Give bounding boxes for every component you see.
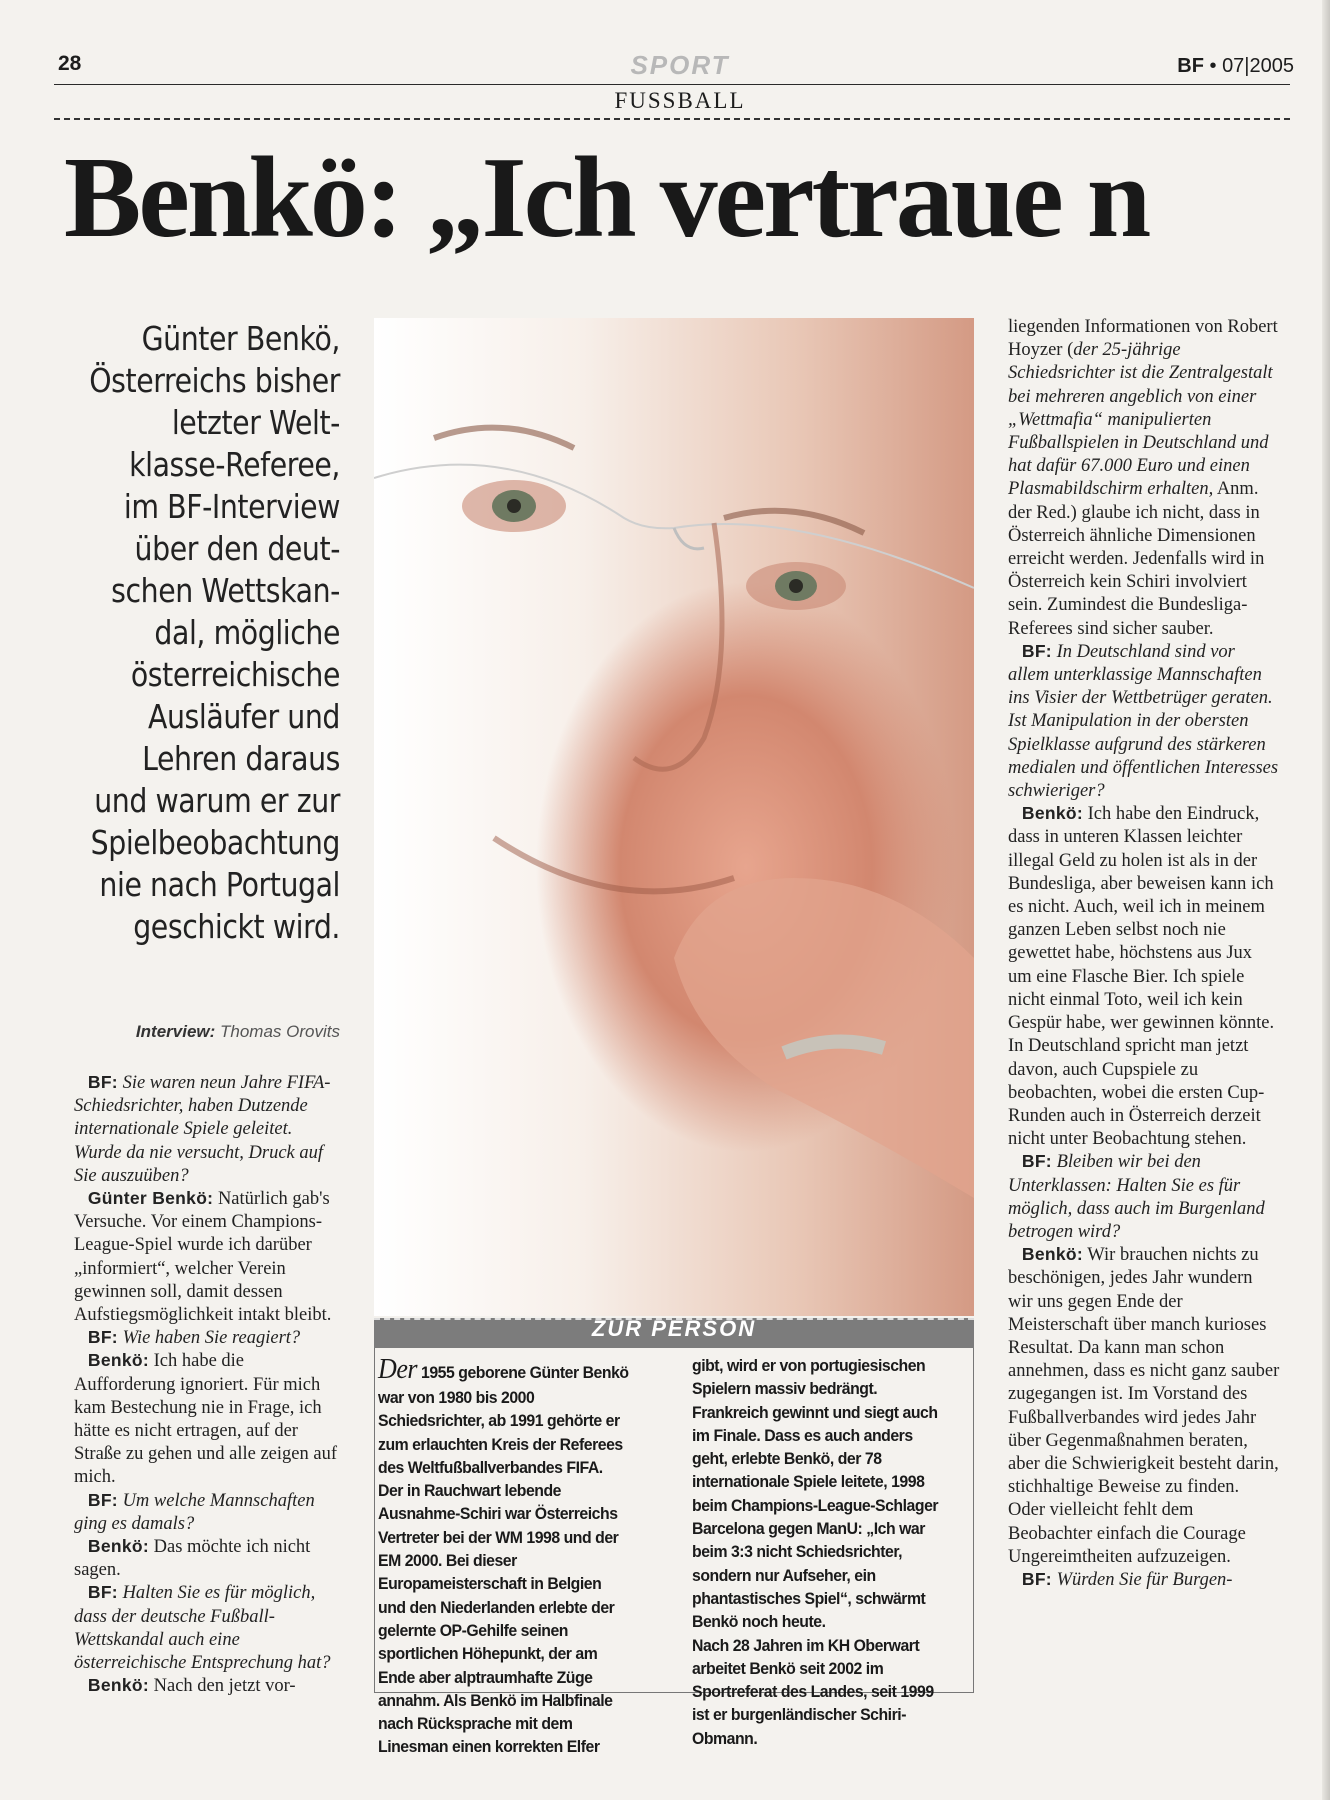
- interview-continuation: liegenden Informationen von Robert Hoyzer (der 25-jährige Schiedsrichter ist die Zentralgestalt bei mehreren angeblich von einer „Wettmafia“ manipulierten Fußballspielen in Deutschland und hat dafür 67.000 Euro und einen Plasmabildschirm erhalten, Anm. der Red.) glaube ich nicht, dass in Österreich ähnliche Dimensionen erreicht werden. Jedenfalls wird in Österreich kein Schiri involviert sein. Zumindest die Bundesliga-Referees sind sicher sauber.: [1008, 317, 1278, 639]
- lead-line: letzter Welt-: [171, 403, 340, 442]
- interview-question: BF: Würden Sie für Burgen-: [1021, 1568, 1233, 1590]
- zur-person-column-right: [692, 1354, 945, 1750]
- interview-answer: Benkö: Ich habe die Aufforderung ignoriert. Für mich kam Bestechung nie in Frage, ich hätte es nicht ertragen, auf der Straße zu gehen und alle zeigen auf mich.: [74, 1350, 337, 1488]
- lead-paragraph: [82, 318, 340, 948]
- interview-column-left: [74, 1072, 344, 1698]
- zur-person-paragraph: gibt, wird er von portugiesischen Spielern massiv bedrängt. Frankreich gewinnt und siegt auch im Finale. Dass es auch anders geht, erlebte Benkö, der 78 internationale Spiele leitete, 1998 beim Champions-League-Schlager Barcelona gegen ManU: „Ich war beim 3:3 nicht Schiedsrichter, sondern nur Aufseher, ein phantastisches Spiel“, schwärmt Benkö noch heute.: [692, 1356, 939, 1632]
- page-number: 28: [58, 52, 82, 75]
- headline: Benkö: „Ich vertraue n: [64, 134, 1149, 262]
- byline: [60, 1022, 340, 1042]
- speaker-label: BF:: [87, 1489, 118, 1510]
- lead-line: klasse-Referee,: [129, 445, 340, 484]
- lead-line: Österreichs bisher: [89, 361, 340, 400]
- lead-line: Spielbeobachtung: [90, 823, 340, 862]
- zur-person-column-left: Der 1955 geborene Günter Benkö war von 1980 bis 2000 Schiedsrichter, ab 1991 gehörte er zum erlauchten Kreis der Referees des Weltfußballverbandes FIFA. Der in Rauchwart lebende Ausnahme-Schiri war Österreichs Vertreter bei der WM 1998 und der EM 2000. Bei dieser Europameisterschaft in Belgien und den Niederlanden erlebte der gelernte OP-Gehilfe seinen sportlichen Höhepunkt, der am Ende aber alptraumhafte Züge annahm. Als Benkö im Halbfinale nach Rücksprache mit dem Linesman einen korrekten Elfer: [378, 1354, 629, 1757]
- lead-line: im BF-Interview: [123, 487, 340, 526]
- interview-question: BF: Halten Sie es für möglich, dass der deutsche Fußball-Wettskandal auch eine österreichische Entsprechung hat?: [74, 1582, 331, 1674]
- lead-line: und warum er zur: [94, 781, 340, 820]
- speaker-label: Benkö:: [1021, 803, 1083, 824]
- speaker-label: Benkö:: [87, 1350, 149, 1371]
- lead-line: dal, mögliche: [154, 613, 340, 652]
- interview-question: BF: Um welche Mannschaften ging es damals?: [74, 1489, 315, 1534]
- interview-answer: Benkö: Ich habe den Eindruck, dass in unteren Klassen leichter illegal Geld zu holen ist als in der Bundesliga, aber beweisen kann ich es nicht. Auch, weil ich in meinem ganzen Leben selbst noch nie gewettet habe, höchstens aus Jux um eine Flasche Bier. Ich spiele nicht einmal Toto, weil ich kein Gespür habe, wer gewinnen könnte. In Deutschland spricht man jetzt davon, auch Cupspiele zu beobachten, wobei die ersten Cup-Runden auch in Österreich derzeit nicht unter Beobachtung stehen.: [1008, 803, 1275, 1150]
- lead-line: Günter Benkö,: [141, 319, 340, 358]
- speaker-label: Benkö:: [87, 1675, 149, 1696]
- portrait-photo: [374, 318, 974, 1316]
- speaker-label: BF:: [1021, 1151, 1052, 1172]
- rubric-label: FUSSBALL: [614, 88, 746, 113]
- dashed-divider: [54, 118, 1290, 120]
- speaker-label: BF:: [1021, 1568, 1052, 1589]
- lead-line: geschickt wird.: [133, 907, 340, 946]
- speaker-label: BF:: [87, 1582, 118, 1603]
- interview-answer: Benkö: Wir brauchen nichts zu beschönigen, jedes Jahr wundern wir uns gegen Ende der Meisterschaft über manch kurioses Resultat. Da kann man schon annehmen, dass es nicht ganz sauber zugegangen ist. Im Vorstand des Fußballverbandes wird jedes Jahr über Gegenmaßnahmen beraten, aber die Schwierigkeit besteht darin, stichhaltige Beweise zu finden. Oder vielleicht fehlt dem Beobachter einfach die Courage Ungereimtheiten aufzuzeigen.: [1008, 1244, 1280, 1567]
- zur-person-title: ZUR PERSON: [591, 1316, 757, 1341]
- interview-answer: Günter Benkö: Natürlich gab's Versuche. Vor einem Champions-League-Spiel wurde ich darüber „informiert“, welcher Verein gewinnen soll, damit dessen Aufstiegsmöglichkeit intakt bleibt.: [74, 1188, 332, 1326]
- lead-line: Ausläufer und: [148, 697, 340, 736]
- portrait-illustration: [374, 318, 974, 1316]
- speaker-label: Benkö:: [87, 1536, 149, 1557]
- interview-answer: Benkö: Das möchte ich nicht sagen.: [74, 1536, 311, 1581]
- lead-line: über den deut-: [134, 529, 340, 568]
- interview-question: BF: Bleiben wir bei den Unterklassen: Halten Sie es für möglich, dass auch im Burgenland betrogen wird?: [1008, 1151, 1265, 1242]
- lead-line: schen Wettskan-: [111, 571, 340, 610]
- interview-column-right: [1008, 316, 1280, 1592]
- issue-number: 07|2005: [1222, 55, 1294, 77]
- masthead: [1177, 55, 1294, 78]
- byline-label: Interview:: [135, 1022, 216, 1041]
- interview-answer: Benkö: Nach den jetzt vor-: [87, 1675, 296, 1697]
- speaker-label: Benkö:: [1021, 1244, 1083, 1265]
- publication-name: BF: [1177, 55, 1204, 77]
- lead-line: Lehren daraus: [142, 739, 340, 778]
- section-label: SPORT: [630, 50, 730, 80]
- lead-line: nie nach Portugal: [99, 865, 340, 904]
- interview-question: BF: Sie waren neun Jahre FIFA-Schiedsrichter, haben Dutzende internationale Spiele geleitet. Wurde da nie versucht, Druck auf Sie auszuüben?: [74, 1072, 331, 1186]
- interview-question: BF: Wie haben Sie reagiert?: [87, 1327, 301, 1349]
- speaker-label: Günter Benkö:: [87, 1188, 214, 1209]
- byline-author: Thomas Orovits: [220, 1022, 340, 1041]
- lead-word: Der: [378, 1354, 418, 1385]
- zur-person-paragraph: Nach 28 Jahren im KH Oberwart arbeitet Benkö seit 2002 im Sportreferat des Landes, seit 1999 ist er burgenländischer Schiri-Obmann.: [692, 1635, 934, 1748]
- speaker-label: BF:: [87, 1072, 118, 1092]
- speaker-label: BF:: [1021, 640, 1052, 661]
- header-rule: [54, 84, 1290, 85]
- bullet-separator: •: [1209, 55, 1223, 77]
- interview-question: BF: In Deutschland sind vor allem unterklassige Mannschaften ins Visier der Wettbetrüger geraten. Ist Manipulation in der obersten Spielklasse aufgrund des stärkeren medialen und öffentlichen Interesses schwieriger?: [1008, 640, 1279, 802]
- speaker-label: BF:: [87, 1327, 118, 1348]
- lead-line: österreichische: [130, 655, 340, 694]
